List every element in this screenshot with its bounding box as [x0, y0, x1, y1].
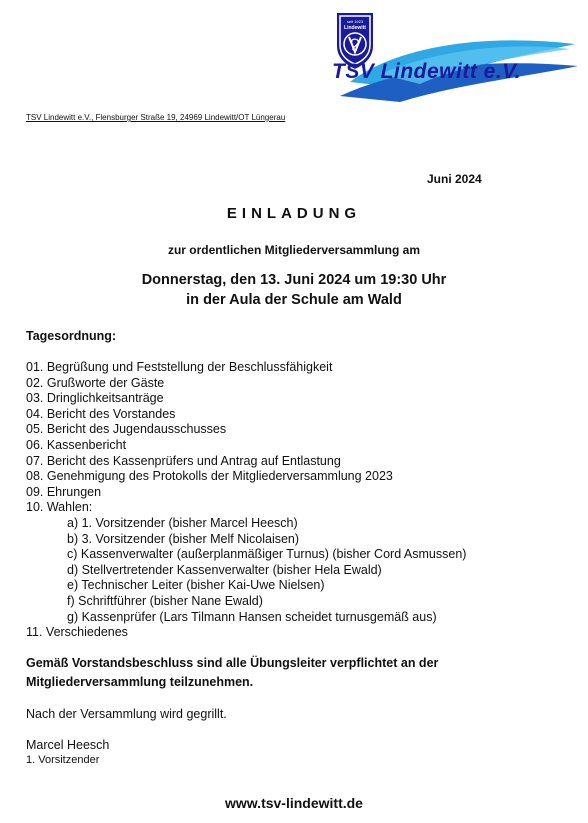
badge-town: Lindewitt — [344, 25, 366, 31]
election-item: c) Kassenverwalter (außerplanmäßiger Turnus) (bisher Cord Asmussen) — [67, 547, 467, 562]
badge-year: seit 1923 — [346, 19, 364, 24]
document-title: EINLADUNG — [226, 205, 362, 222]
agenda-item: 10. Wahlen: — [26, 500, 93, 515]
notice-line-2: Mitgliederversammlung teilzunehmen. — [26, 675, 254, 689]
agenda-item: 08. Genehmigung des Protokolls der Mitgliederversammlung 2023 — [26, 469, 393, 484]
grill-note: Nach der Versammlung wird gegrillt. — [26, 707, 227, 721]
notice-line-1: Gemäß Vorstandsbeschluss sind alle Übungsleiter verpflichtet an der — [26, 656, 439, 670]
letterhead-address: TSV Lindewitt e.V., Flensburger Straße 19, 24969 Lindewitt/OT Lüngerau — [26, 113, 286, 122]
election-item: a) 1. Vorsitzender (bisher Marcel Heesch) — [67, 515, 298, 530]
event-date-time: Donnerstag, den 13. Juni 2024 um 19:30 Uhr — [141, 272, 447, 288]
agenda-item: 02. Grußworte der Gäste — [26, 375, 165, 390]
election-item: b) 3. Vorsitzender (bisher Melf Nicolaisen) — [67, 531, 300, 546]
agenda-item: 03. Dringlichkeitsanträge — [26, 391, 164, 406]
signer-name: Marcel Heesch — [26, 738, 110, 752]
agenda-item: 11. Verschiedenes — [26, 625, 128, 640]
logo-swoosh-graphic — [320, 4, 580, 104]
event-location: in der Aula der Schule am Wald — [186, 292, 402, 308]
election-item: g) Kassenprüfer (Lars Tilmann Hansen scheidet turnusgemäß aus) — [67, 609, 437, 624]
document-subtitle: zur ordentlichen Mitgliederversammlung am — [167, 243, 421, 257]
website-link[interactable]: www.tsv-lindewitt.de — [225, 795, 363, 811]
agenda-item: 01. Begrüßung und Feststellung der Beschlussfähigkeit — [26, 360, 333, 374]
document-date: Juni 2024 — [427, 172, 482, 186]
election-item: f) Schriftführer (bisher Nane Ewald) — [67, 593, 263, 608]
agenda-item: 07. Bericht des Kassenprüfers und Antrag auf Entlastung — [26, 453, 341, 468]
agenda-list — [26, 360, 466, 641]
club-name-logo: TSV Lindewitt e.V. — [332, 60, 522, 83]
agenda-item: 05. Bericht des Jugendausschusses — [26, 422, 227, 437]
signer-role: 1. Vorsitzender — [26, 754, 100, 766]
agenda-item: 04. Bericht des Vorstandes — [26, 406, 176, 421]
agenda-item: 06. Kassenbericht — [26, 437, 127, 452]
club-logo — [320, 4, 580, 104]
agenda-item: 09. Ehrungen — [26, 484, 102, 499]
election-item: d) Stellvertretender Kassenverwalter (bisher Hela Ewald) — [67, 562, 382, 577]
agenda-heading: Tagesordnung: — [26, 329, 117, 343]
election-item: e) Technischer Leiter (bisher Kai-Uwe Nielsen) — [67, 578, 325, 593]
